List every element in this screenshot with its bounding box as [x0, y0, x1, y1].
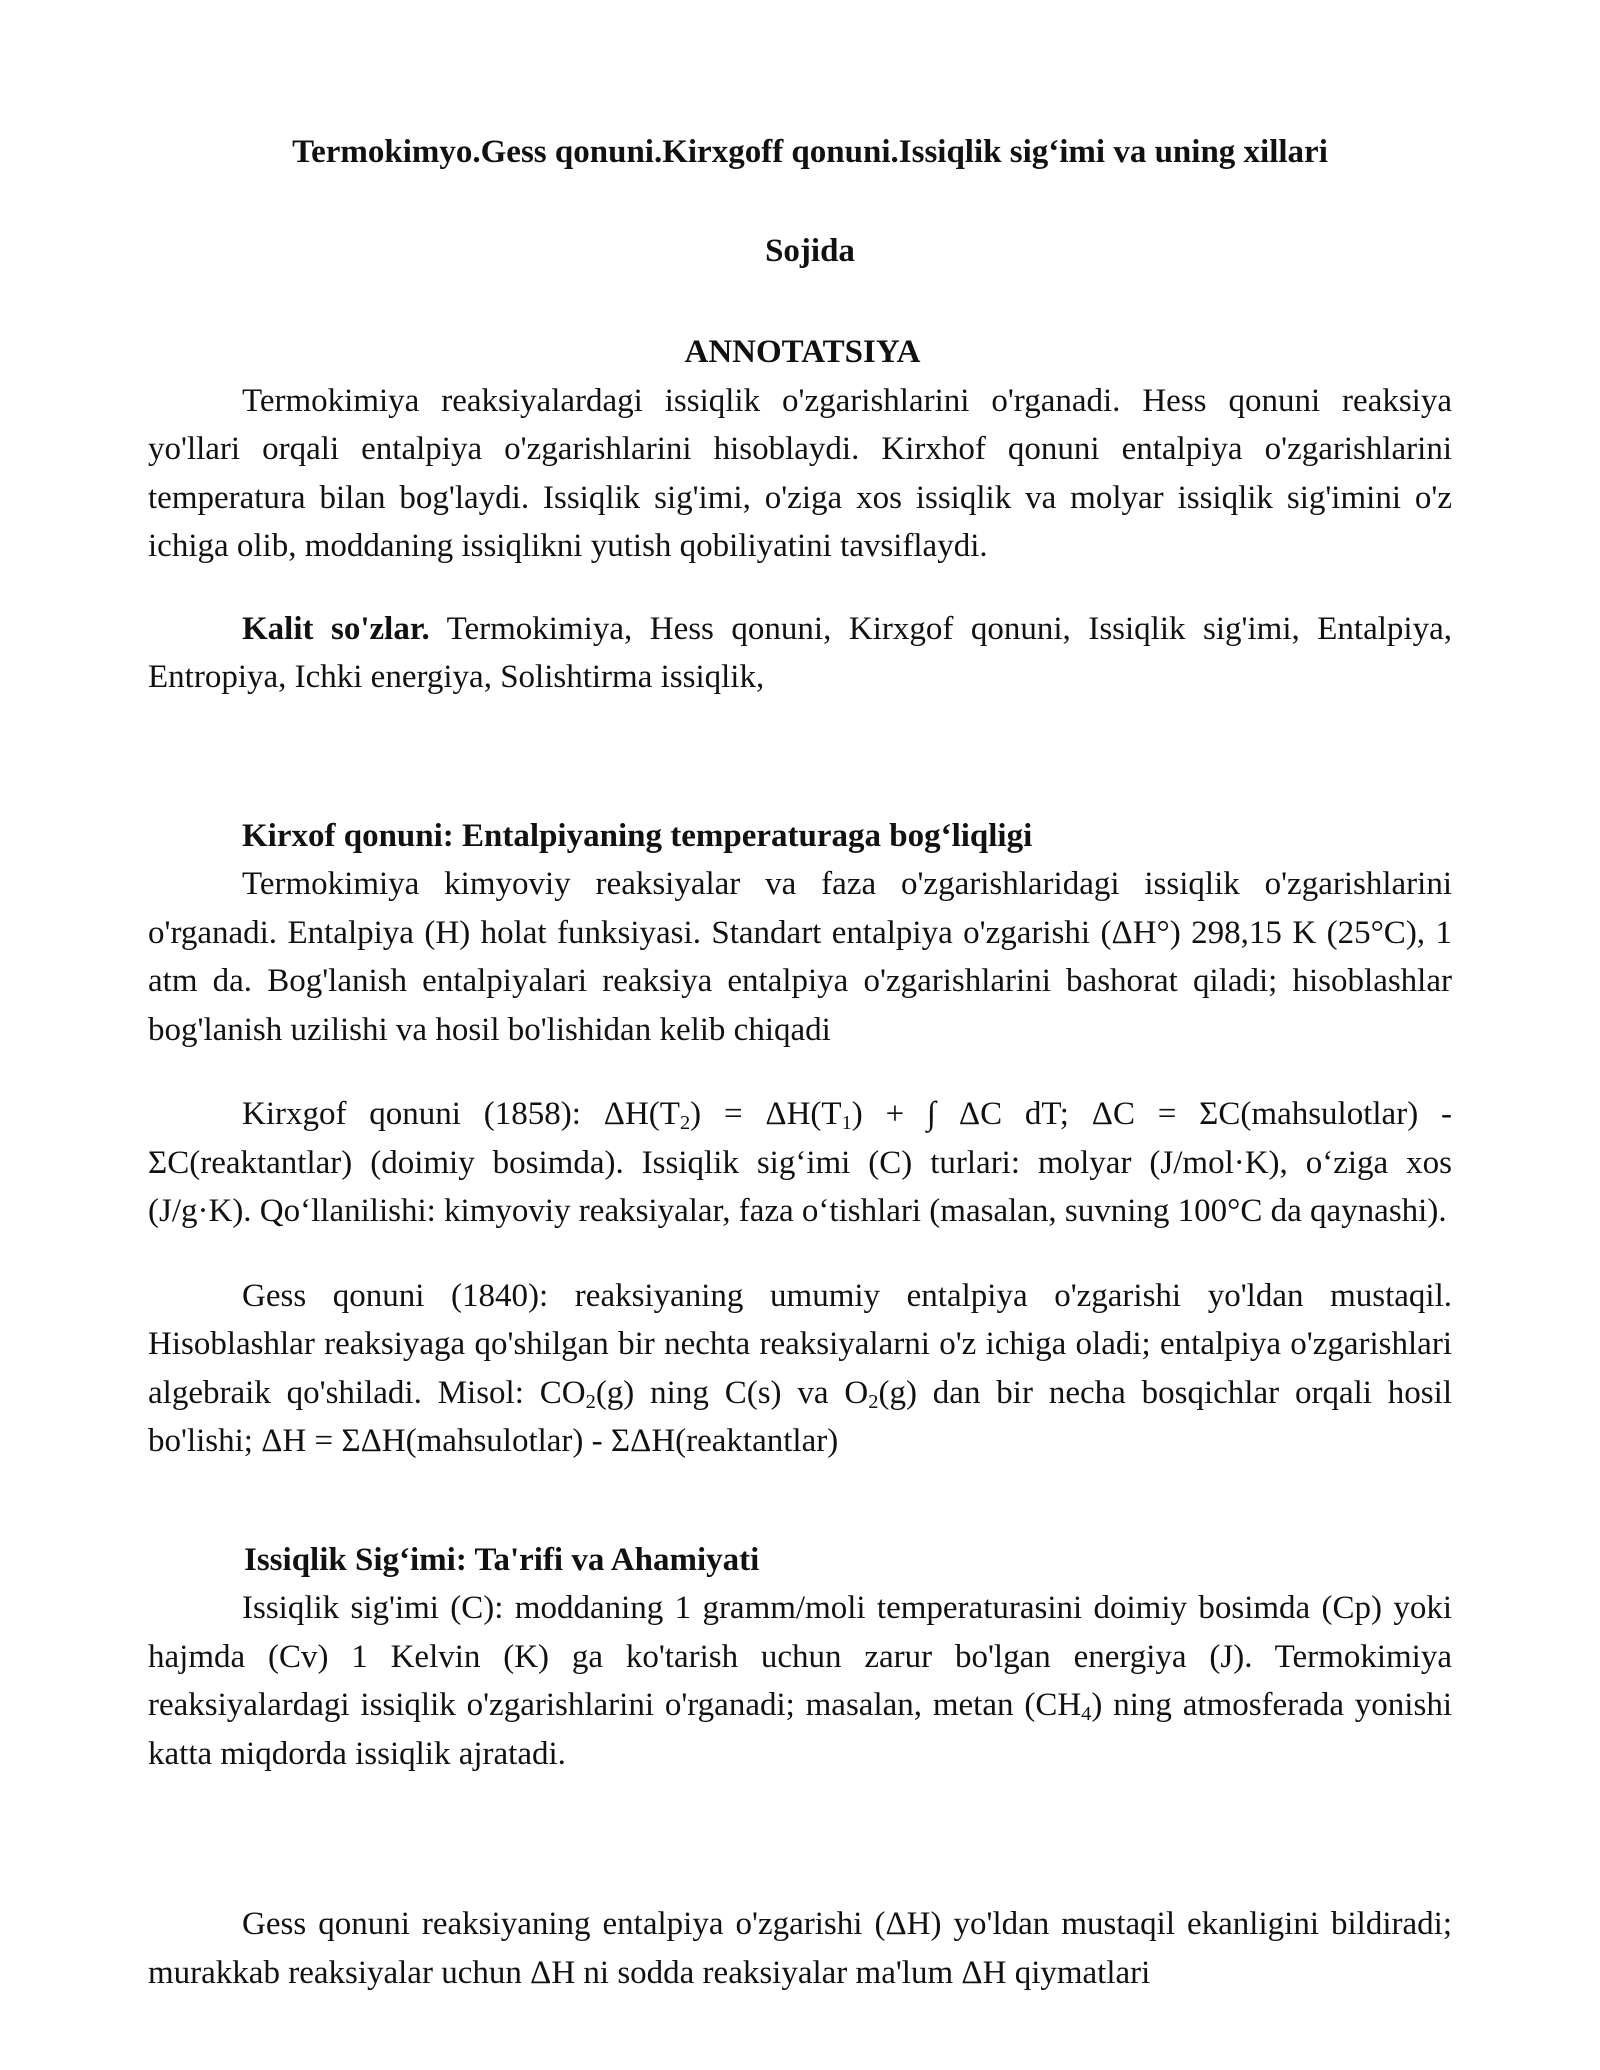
- subscript: 2: [585, 1390, 596, 1413]
- paragraph-text: (g) dan bir necha bosqichlar orqali hosil bo'lishi; ΔH = ΣΔH(mahsulotlar) - ΣΔH(reaktantlar): [148, 1374, 1452, 1459]
- keywords-paragraph: [148, 605, 1452, 702]
- annotation-paragraph: Termokimiya reaksiyalardagi issiqlik o'zgarishlarini o'rganadi. Hess qonuni reaksiya yo'llari orqali entalpiya o'zgarishlarini hisoblaydi. Kirxhof qonuni entalpiya o'zgarishlarini temperatura bilan bog'laydi. Issiqlik sig'imi, o'ziga xos issiqlik va molyar issiqlik sig'imini o'z ichiga olib, moddaning issiqlikni yutish qobiliyatini tavsiflaydi.: [148, 382, 1452, 564]
- issiqlik-paragraph-2: Gess qonuni reaksiyaning entalpiya o'zgarishi (ΔH) yo'ldan mustaqil ekanligini bildiradi; murakkab reaksiyalar uchun ΔH ni sodda reaksiyalar ma'lum ΔH qiymatlari: [148, 1906, 1452, 1991]
- formula-text: ) + ∫ ΔC dT; ΔC = ΣC(mahsulotlar) - ΣC(reaktantlar) (doimiy bosimda). Issiqlik sig‘imi (C) turlari: molyar (J/mol·K), o‘ziga xos (J/g·K). Qo‘llanilishi: kimyoviy reaksiyalar, faza o‘tishlari (masalan, suvning 100°C da qaynashi).: [148, 1096, 1452, 1229]
- paragraph-text: Issiqlik sig'imi (C): moddaning 1 gramm/moli temperaturasini doimiy bosimda (Cp) yoki hajmda (Cv) 1 Kelvin (K) ga ko'tarish uchun zarur bo'lgan energiya (J). Termokimiya reaksiyalardagi issiqlik o'zgarishlarini o'rganadi; masalan, metan (CH: [148, 1590, 1452, 1723]
- keywords-text: Termokimiya, Hess qonuni, Kirxgof qonuni, Issiqlik sig'imi, Entalpiya, Entropiya, Ichki energiya, Solishtirma issiqlik,: [148, 610, 1452, 695]
- paragraph-text: Gess qonuni (1840): reaksiyaning umumiy entalpiya o'zgarishi yo'ldan mustaqil. Hisoblashlar reaksiyaga qo'shilgan bir nechta reaksiyalarni o'z ichiga oladi; entalpiya o'zgarishlari algebraik qo'shiladi. Misol: CO: [148, 1277, 1452, 1411]
- document-title: Termokimyo.Gess qonuni.Kirxgoff qonuni.Issiqlik sig‘imi va uning xillari: [292, 134, 1328, 170]
- kirxof-paragraph-1: Termokimiya kimyoviy reaksiyalar va faza o'zgarishlaridagi issiqlik o'zgarishlarini o'rganadi. Entalpiya (H) holat funksiyasi. Standart entalpiya o'zgarishi (ΔH°) 298,15 K (25°C), 1 atm da. Bog'lanish entalpiyalari reaksiya entalpiya o'zgarishlarini bashorat qiladi; hisoblashlar bog'lanish uzilishi va hosil bo'lishidan kelib chiqadi: [148, 866, 1452, 1048]
- section-heading-issiqlik: Issiqlik Sig‘imi: Ta'rifi va Ahamiyati: [244, 1541, 760, 1578]
- kirxof-paragraph-2: [148, 1090, 1452, 1236]
- subscript: 4: [1081, 1703, 1092, 1726]
- issiqlik-paragraph-1: [148, 1584, 1452, 1778]
- keywords-label: Kalit so'zlar.: [242, 610, 430, 647]
- formula-text: ) = ΔH(T: [690, 1096, 842, 1132]
- gess-paragraph: [148, 1272, 1452, 1466]
- formula-text: Kirxgof qonuni (1858): ΔH(T: [242, 1096, 680, 1132]
- paragraph-text: ) ning atmosferada yonishi katta miqdorda issiqlik ajratadi.: [148, 1687, 1452, 1772]
- paragraph-text: (g) ning C(s) va O: [595, 1374, 869, 1411]
- document-body: [148, 128, 1452, 1997]
- subscript: 2: [868, 1390, 879, 1413]
- subscript: 1: [841, 1112, 852, 1135]
- annotation-heading: ANNOTATSIYA: [684, 334, 921, 370]
- author-name: Sojida: [765, 232, 855, 269]
- subscript: 2: [679, 1112, 691, 1135]
- section-heading-kirxof: Kirxof qonuni: Entalpiyaning temperaturaga bog‘liqligi: [242, 817, 1033, 854]
